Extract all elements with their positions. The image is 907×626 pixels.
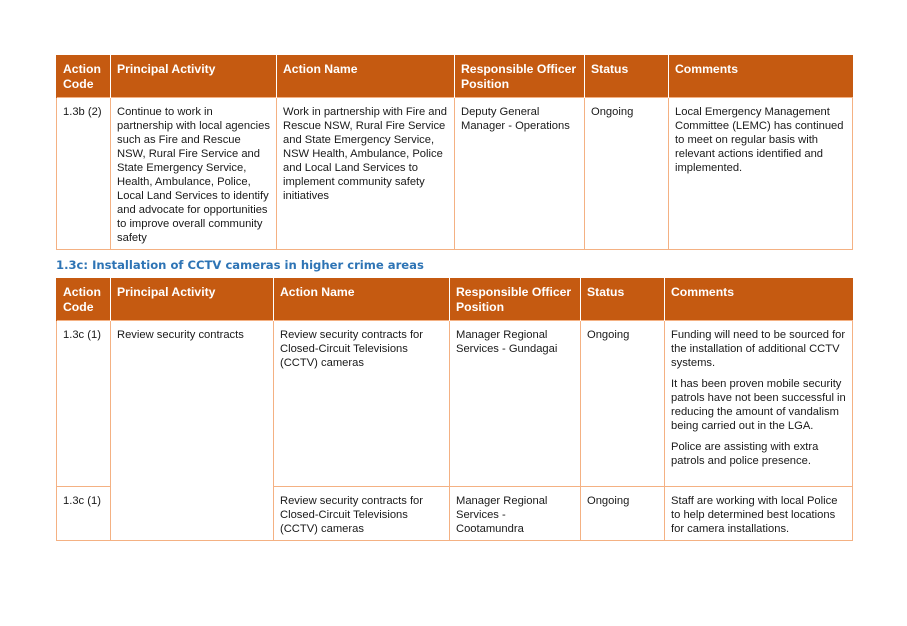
header-responsible-officer: Responsible Officer Position	[450, 278, 581, 320]
cell-comments	[665, 486, 853, 540]
header-action-code: Action Code	[57, 55, 111, 97]
header-principal-activity: Principal Activity	[111, 278, 274, 320]
cell-status: Ongoing	[581, 320, 665, 486]
cell-comments	[669, 97, 853, 249]
header-principal-activity: Principal Activity	[111, 55, 277, 97]
comment-paragraph: It has been proven mobile security patrols have not been successful in reducing the amount of vandalism being carried out in the LGA.	[671, 377, 846, 432]
header-status: Status	[581, 278, 665, 320]
header-comments: Comments	[665, 278, 853, 320]
table-header-row	[57, 55, 853, 97]
cell-principal-activity: Review security contracts	[111, 320, 274, 540]
cell-action-code: 1.3c (1)	[57, 320, 111, 486]
header-comments: Comments	[669, 55, 853, 97]
table-row	[57, 320, 853, 486]
comment-paragraph: Staff are working with local Police to help determined best locations for camera installations.	[671, 494, 838, 535]
cell-responsible-officer: Deputy General Manager - Operations	[455, 97, 585, 249]
cell-action-name: Review security contracts for Closed-Circuit Televisions (CCTV) cameras	[274, 320, 450, 486]
action-table-1-3c	[56, 278, 853, 541]
table-row	[57, 97, 853, 249]
header-responsible-officer: Responsible Officer Position	[455, 55, 585, 97]
cell-status: Ongoing	[581, 486, 665, 540]
comment-paragraph: Police are assisting with extra patrols and police presence.	[671, 440, 819, 467]
action-table-1-3b	[56, 55, 853, 250]
cell-responsible-officer: Manager Regional Services - Gundagai	[450, 320, 581, 486]
table-header-row	[57, 278, 853, 320]
cell-action-name: Work in partnership with Fire and Rescue NSW, Rural Fire Service and State Emergency Service, NSW Health, Ambulance, Police and Local Land Services to implement community safety initiatives	[277, 97, 455, 249]
section-heading: 1.3c: Installation of CCTV cameras in higher crime areas	[56, 258, 424, 272]
comment-paragraph: Local Emergency Management Committee (LEMC) has continued to meet on regular basis with relevant actions identified and implemented.	[675, 105, 844, 174]
cell-action-code: 1.3b (2)	[57, 97, 111, 249]
header-action-name: Action Name	[274, 278, 450, 320]
cell-action-code: 1.3c (1)	[57, 486, 111, 540]
cell-responsible-officer: Manager Regional Services - Cootamundra	[450, 486, 581, 540]
cell-principal-activity: Continue to work in partnership with local agencies such as Fire and Rescue NSW, Rural Fire Service and State Emergency Service, Health, Ambulance, Police, Local Land Services to identify and advocate for opportunities to improve overall community safety	[111, 97, 277, 249]
header-action-code: Action Code	[57, 278, 111, 320]
cell-comments	[665, 320, 853, 486]
header-status: Status	[585, 55, 669, 97]
header-action-name: Action Name	[277, 55, 455, 97]
cell-action-name: Review security contracts for Closed-Circuit Televisions (CCTV) cameras	[274, 486, 450, 540]
comment-paragraph: Funding will need to be sourced for the installation of additional CCTV systems.	[671, 328, 846, 369]
cell-status: Ongoing	[585, 97, 669, 249]
